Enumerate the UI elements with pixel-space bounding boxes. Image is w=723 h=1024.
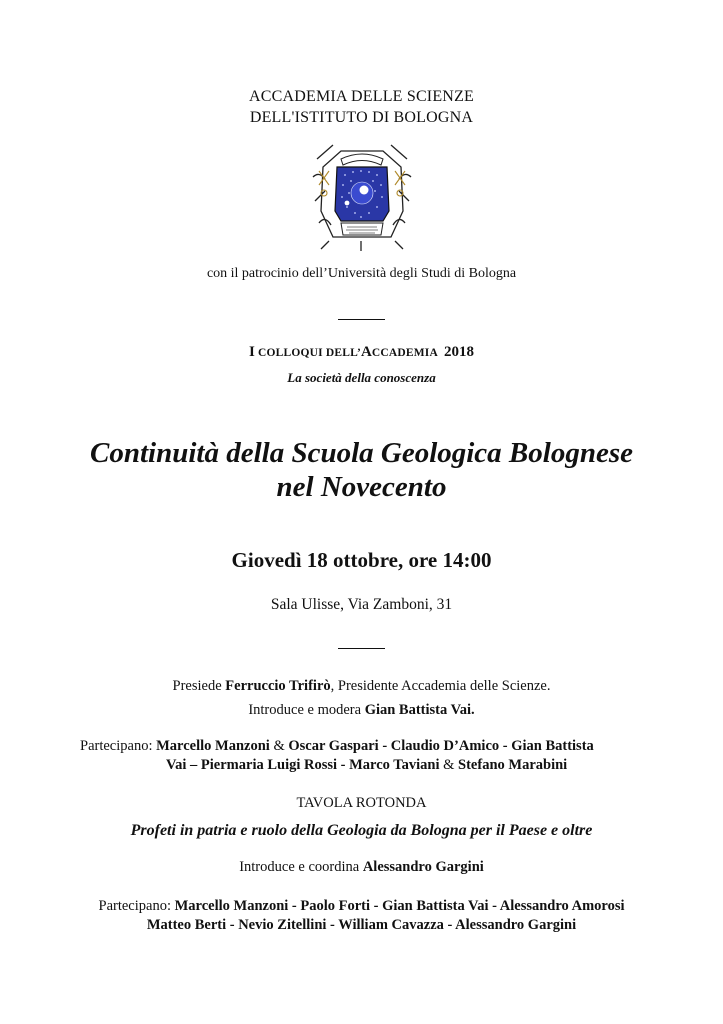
round-table-participants-line-2 — [0, 916, 723, 935]
chair-prefix: Presiede — [172, 678, 226, 694]
participants-names-1b: Oscar Gaspari - Claudio D’Amico - Gian Battista — [288, 738, 594, 754]
round-table-label: TAVOLA ROTONDA — [296, 795, 427, 811]
participants-names-2a: Vai – Piermaria Luigi Rossi - Marco Taviani — [166, 757, 440, 773]
event-title-line-1: Continuità della Scuola Geologica Bolognese — [90, 437, 633, 469]
chair-line — [0, 674, 723, 698]
round-table-participants — [0, 897, 723, 935]
participants-line-2 — [80, 756, 680, 775]
round-table-names-1: Marcello Manzoni - Paolo Forti - Gian Battista Vai - Alessandro Amorosi — [174, 898, 625, 914]
participants-names-2b: Stefano Marabini — [458, 757, 568, 773]
institution-line-2: DELL'ISTITUTO DI BOLOGNA — [249, 109, 474, 126]
participants-names-1a: Marcello Manzoni — [156, 738, 270, 754]
series-year: 2018 — [443, 344, 474, 360]
event-date: Giovedì 18 ottobre, ore 14:00 — [231, 548, 492, 572]
series-text-2: CCADEMIA — [371, 347, 438, 359]
event-venue: Sala Ulisse, Via Zamboni, 31 — [270, 596, 453, 613]
event-title-line-2: nel Novecento — [276, 471, 447, 503]
moderator-prefix: Introduce e modera — [248, 702, 365, 718]
institution-name — [0, 86, 723, 128]
chair-suffix: , Presidente Accademia delle Scienze. — [330, 678, 551, 694]
institution-line-1: ACCADEMIA DELLE SCIENZE — [248, 88, 475, 105]
series-text-1: COLLOQUI DELL’ — [254, 347, 361, 359]
chair-name: Ferruccio Trifirò — [225, 678, 331, 694]
participants-list — [80, 737, 680, 775]
participants-line-1 — [80, 737, 680, 756]
series-heading — [0, 344, 723, 361]
moderator-name: Gian Battista Vai. — [364, 702, 475, 718]
series-initial-1: I — [249, 344, 255, 360]
divider — [338, 319, 385, 320]
participants-amp-2: & — [439, 757, 459, 773]
patronage-note: con il patrocinio dell’Università degli Studi di Bologna — [206, 266, 517, 281]
coordinator-prefix: Introduce e coordina — [239, 859, 363, 875]
event-title — [0, 436, 723, 504]
round-table-participants-line-1 — [0, 897, 723, 916]
series-initial-2: A — [360, 344, 372, 360]
academy-seal-emblem-icon — [311, 141, 413, 253]
divider — [338, 648, 385, 649]
round-table-participants-prefix: Partecipano: — [98, 898, 175, 914]
round-table-title: Profeti in patria e ruolo della Geologia da Bologna per il Paese e oltre — [130, 822, 593, 839]
coordinator-name: Alessandro Gargini — [362, 859, 484, 875]
round-table-coordinator — [0, 859, 723, 876]
participants-prefix: Partecipano: — [80, 738, 157, 754]
participants-amp-1: & — [269, 738, 289, 754]
round-table-names-2: Matteo Berti - Nevio Zitellini - William Cavazza - Alessandro Gargini — [146, 917, 577, 933]
series-subtitle: La società della conoscenza — [287, 370, 436, 385]
chair-block — [0, 674, 723, 722]
moderator-line — [0, 698, 723, 722]
